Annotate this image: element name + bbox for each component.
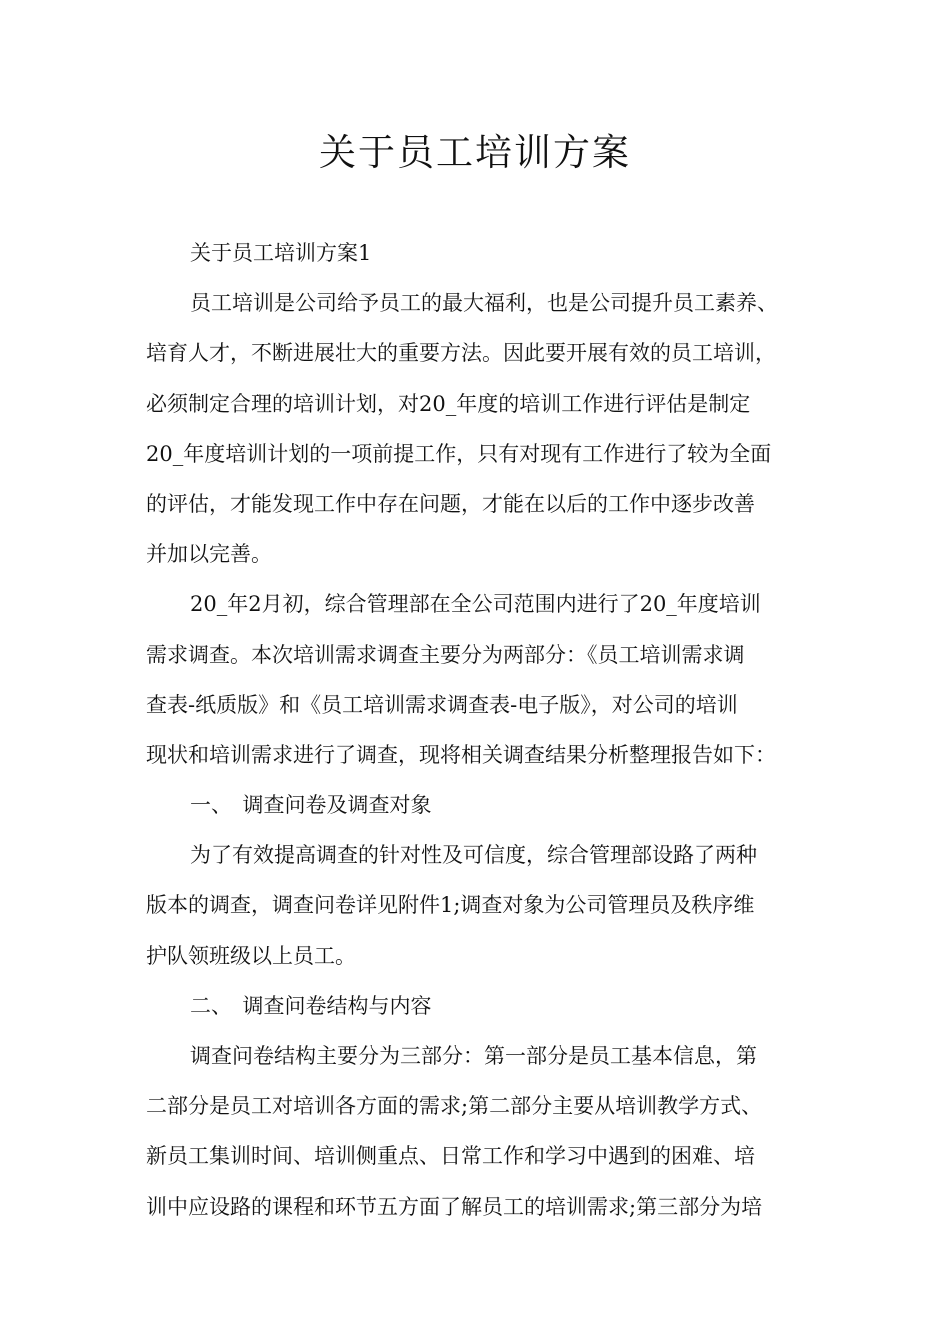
text-line: 的评估，才能发现工作中存在问题，才能在以后的工作中逐步改善 xyxy=(146,491,755,516)
text-line: 查表-纸质版》和《员工培训需求调查表-电子版》，对公司的培训 xyxy=(146,692,738,717)
section-heading: 一、 调查问卷及调查对象 xyxy=(190,793,432,818)
text-line: 现状和培训需求进行了调查，现将相关调查结果分析整理报告如下： xyxy=(146,742,776,767)
text-line: 二部分是员工对培训各方面的需求;第二部分主要从培训教学方式、 xyxy=(146,1094,763,1119)
text-line: 为了有效提高调查的针对性及可信度，综合管理部设路了两种 xyxy=(190,843,757,868)
text-line: 训中应设路的课程和环节五方面了解员工的培训需求;第三部分为培 xyxy=(146,1194,763,1219)
text-line: 新员工集训时间、培训侧重点、日常工作和学习中遇到的困难、培 xyxy=(146,1144,755,1169)
document-title: 关于员工培训方案 xyxy=(319,131,631,174)
text-line: 员工培训是公司给予员工的最大福利，也是公司提升员工素养、 xyxy=(190,291,778,316)
text-line: 版本的调查，调查问卷详见附件1;调查对象为公司管理员及秩序维 xyxy=(146,893,755,918)
text-line: 培育人才，不断进展壮大的重要方法。因此要开展有效的员工培训， xyxy=(146,341,776,366)
text-line: 必须制定合理的培训计划，对20_年度的培训工作进行评估是制定 xyxy=(146,391,751,416)
text-line: 并加以完善。 xyxy=(146,542,272,567)
text-line: 20_年度培训计划的一项前提工作，只有对现有工作进行了较为全面 xyxy=(146,441,772,466)
document-body xyxy=(146,228,811,1232)
text-line: 20_年2月初，综合管理部在全公司范围内进行了20_年度培训 xyxy=(190,592,761,617)
text-line: 调查问卷结构主要分为三部分：第一部分是员工基本信息，第 xyxy=(190,1044,757,1068)
text-line: 护队领班级以上员工。 xyxy=(146,943,356,968)
section-heading: 二、 调查问卷结构与内容 xyxy=(190,993,432,1018)
text-line: 关于员工培训方案1 xyxy=(190,241,372,265)
text-line: 需求调查。本次培训需求调查主要分为两部分：《员工培训需求调 xyxy=(146,642,745,667)
